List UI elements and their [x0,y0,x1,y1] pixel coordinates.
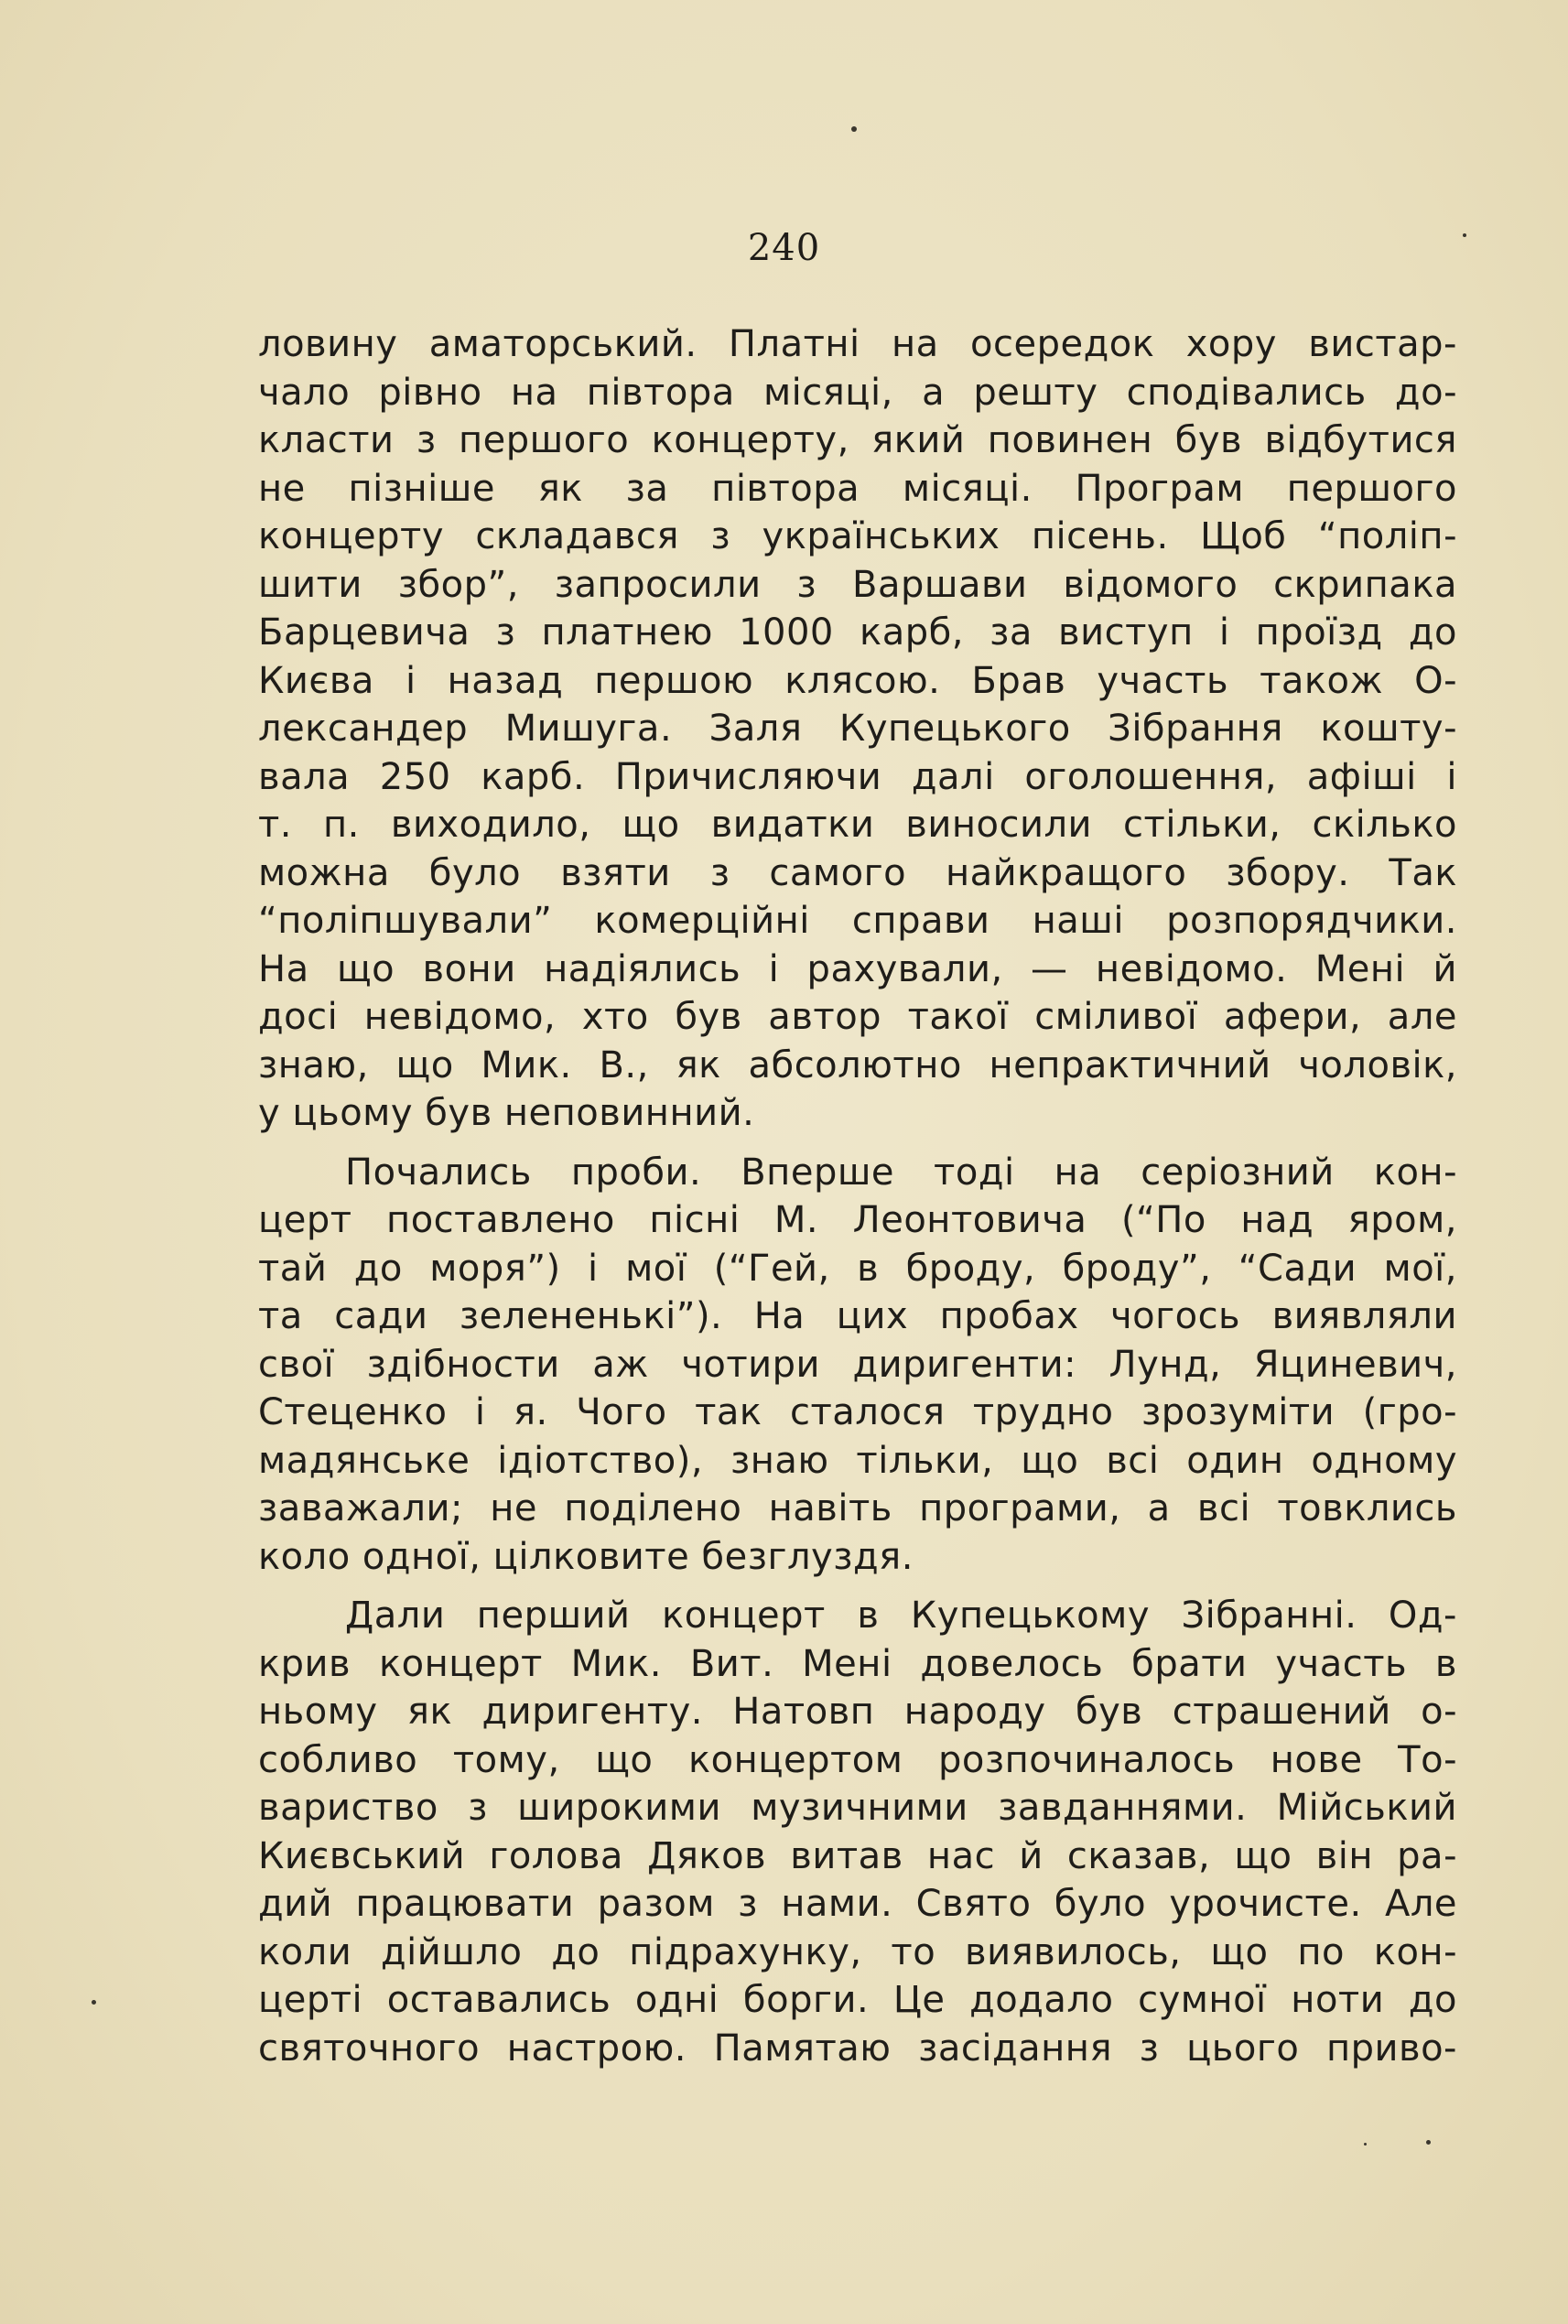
text-line: На що вони надіялись і рахували, — невідомо. Мені й [258,947,1457,990]
text-line: Києва і назад першою клясою. Брав участь також О- [258,659,1457,702]
text-line: дий працювати разом з нами. Свято було урочисте. Але [258,1883,1457,1925]
text-line: досі невідомо, хто був автор такої сміливої афери, але [258,996,1457,1038]
text-line: чало рівно на півтора місяці, а решту сподівались до- [258,371,1457,414]
text-line: собливо тому, що концертом розпочиналось нове То- [258,1738,1457,1781]
text-line: Києвський голова Дяков витав нас й сказав, що він ра- [258,1834,1457,1877]
scan-speck [1426,2140,1431,2145]
body-text [258,320,1457,2083]
text-line: знаю, що Мик. В., як абсолютно непрактичний чоловік, [258,1043,1457,1086]
text-line: Дали перший концерт в Купецькому Зібранні. Од- [345,1594,1457,1637]
text-line: лександер Мишуга. Заля Купецького Зібрання кошту- [258,708,1457,750]
text-line: крив концерт Мик. Вит. Мені довелось брати участь в [258,1642,1457,1685]
page-number: 240 [747,227,821,269]
text-line: шити збор”, запросили з Варшави відомого скрипака [258,563,1457,606]
text-line: т. п. виходило, що видатки виносили стільки, скілько [258,804,1457,846]
text-line: коли дійшло до підрахунку, то виявилось, що по кон- [258,1930,1457,1973]
text-line: коло одної, цілковите безглуздя. [258,1535,914,1578]
text-line: та сади зелененькі”). На цих пробах чогось виявляли [258,1295,1457,1337]
text-line: заважали; не поділено навіть програми, а всі товклись [258,1487,1457,1530]
scan-speck [92,2000,96,2005]
text-line: не пізніше як за півтора місяці. Програм першого [258,467,1457,510]
text-line: ньому як диригенту. Натовп народу був страшений о- [258,1691,1457,1733]
text-line: концерту складався з українських пісень. Щоб “поліп- [258,515,1457,557]
scan-speck [851,126,857,132]
text-line: вариство з широкими музичними завданнями. Мійський [258,1787,1457,1829]
text-line: Барцевича з платнею 1000 карб, за виступ і проїзд до [258,611,1457,654]
text-line: класти з першого концерту, який повинен був відбутися [258,419,1457,461]
scan-speck [1463,233,1466,237]
text-line: мадянське ідіотство), знаю тільки, що всі один одному [258,1439,1457,1482]
paragraph [258,1149,1457,1582]
text-line: церт поставлено пісні М. Леонтовича (“По над яром, [258,1199,1457,1241]
text-line: тай до моря”) і мої (“Гей, в броду, броду”, “Сади мої, [258,1247,1457,1290]
text-line: ловину аматорський. Платні на осередок хору вистар- [258,323,1457,365]
text-line: “поліпшували” комерційні справи наші розпорядчики. [258,900,1457,942]
text-line: святочного настрою. Памятаю засідання з цього приво- [258,2027,1457,2070]
scan-speck [1364,2143,1367,2146]
paragraph [258,1592,1457,2072]
text-line: Стеценко і я. Чого так сталося трудно зрозуміти (гро- [258,1391,1457,1433]
text-line: церті оставались одні борги. Це додало сумної ноти до [258,1979,1457,2021]
text-line: у цьому був неповинний. [258,1092,755,1134]
text-line: Почались проби. Вперше тоді на серіозний кон- [345,1151,1457,1194]
text-line: вала 250 карб. Причисляючи далі оголошення, афіші і [258,755,1457,798]
text-line: можна було взяти з самого найкращого збору. Так [258,851,1457,894]
text-line: свої здібности аж чотири диригенти: Лунд, Яциневич, [258,1343,1457,1386]
paragraph [258,320,1457,1138]
